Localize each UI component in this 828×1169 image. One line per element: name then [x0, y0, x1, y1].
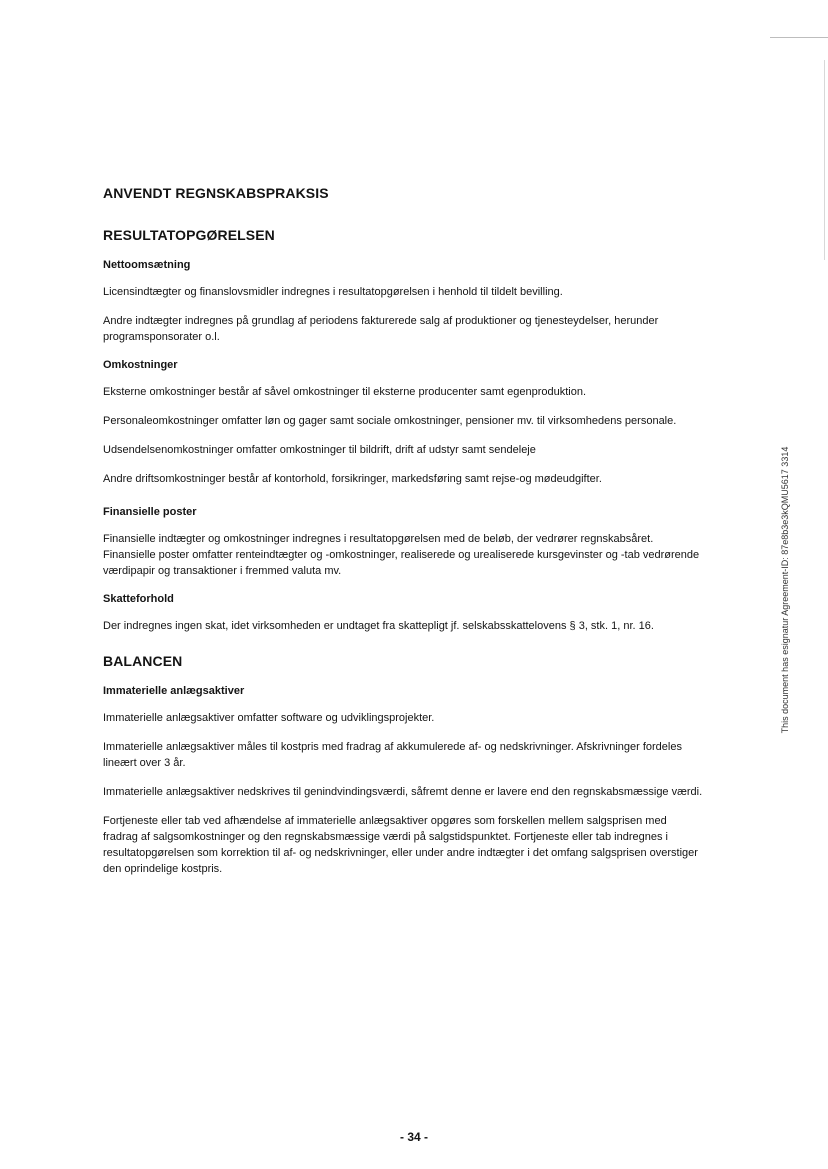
subheading-net-revenue: Nettoomsætning	[103, 259, 191, 271]
paragraph: Immaterielle anlægsaktiver måles til kostpris med fradrag af akkumulerede af- og nedskrivninger. Afskrivninger fordeles lineært over 3 år.	[103, 741, 682, 769]
document-title: ANVENDT REGNSKABSPRAKSIS	[103, 185, 329, 201]
paragraph: Personaleomkostninger omfatter løn og gager samt sociale omkostninger, pensioner mv. til virksomhedens personale.	[103, 415, 677, 427]
subheading-costs: Omkostninger	[103, 359, 178, 371]
document-content	[103, 184, 703, 877]
subheading-intangible-assets: Immaterielle anlægsaktiver	[103, 685, 245, 697]
page-number: - 34 -	[399, 1130, 428, 1144]
section-heading-balance-sheet: BALANCEN	[103, 653, 183, 669]
section-heading-income-statement: RESULTATOPGØRELSEN	[103, 227, 275, 243]
paragraph: Fortjeneste eller tab ved afhændelse af immaterielle anlægsaktiver opgøres som forskellen mellem salgsprisen med fradrag af salgsomkostninger og den regnskabsmæssige værdi på salgstidspunktet. Fortjeneste eller tab indregnes i resultatopgørelsen som korrektion til af- og nedskrivninger, eller under andre indtægter i det omfang salgsprisen overstiger den oprindelige kostpris.	[103, 815, 698, 875]
paragraph: Andre indtægter indregnes på grundlag af periodens fakturerede salg af produktioner og tjenesteydelser, herunder programsponsorater o.l.	[103, 315, 659, 343]
paragraph: Immaterielle anlægsaktiver nedskrives til genindvindingsværdi, såfremt denne er lavere end den regnskabsmæssige værdi.	[103, 786, 703, 798]
paragraph: Licensindtægter og finanslovsmidler indregnes i resultatopgørelsen i henhold til tildelt bevilling.	[103, 286, 563, 298]
paragraph: Finansielle indtægter og omkostninger indregnes i resultatopgørelsen med de beløb, der vedrører regnskabsåret. Finansielle poster omfatter renteindtægter og -omkostninger, realiserede og urealiserede kursgevinster og -tab vedrørende værdipapir og transaktioner i fremmed valuta mv.	[103, 533, 700, 577]
scan-mark-top	[770, 37, 828, 38]
paragraph: Udsendelsenomkostninger omfatter omkostninger til bildrift, drift af udstyr samt sendeleje	[103, 444, 536, 456]
paragraph: Andre driftsomkostninger består af kontorhold, forsikringer, markedsføring samt rejse-og mødeudgifter.	[103, 473, 602, 485]
esignature-stamp-text: This document has esignatur Agreement-ID: 87e8b3e3kQMU5617 3314	[780, 446, 790, 734]
scan-mark-right	[824, 60, 825, 260]
subheading-tax: Skatteforhold	[103, 593, 174, 605]
paragraph: Eksterne omkostninger består af såvel omkostninger til eksterne producenter samt egenproduktion.	[103, 386, 587, 398]
subheading-financial-items: Finansielle poster	[103, 506, 197, 518]
paragraph: Immaterielle anlægsaktiver omfatter software og udviklingsprojekter.	[103, 712, 435, 724]
paragraph: Der indregnes ingen skat, idet virksomheden er undtaget fra skattepligt jf. selskabsskattelovens § 3, stk. 1, nr. 16.	[103, 620, 654, 632]
esignature-stamp	[779, 440, 791, 740]
